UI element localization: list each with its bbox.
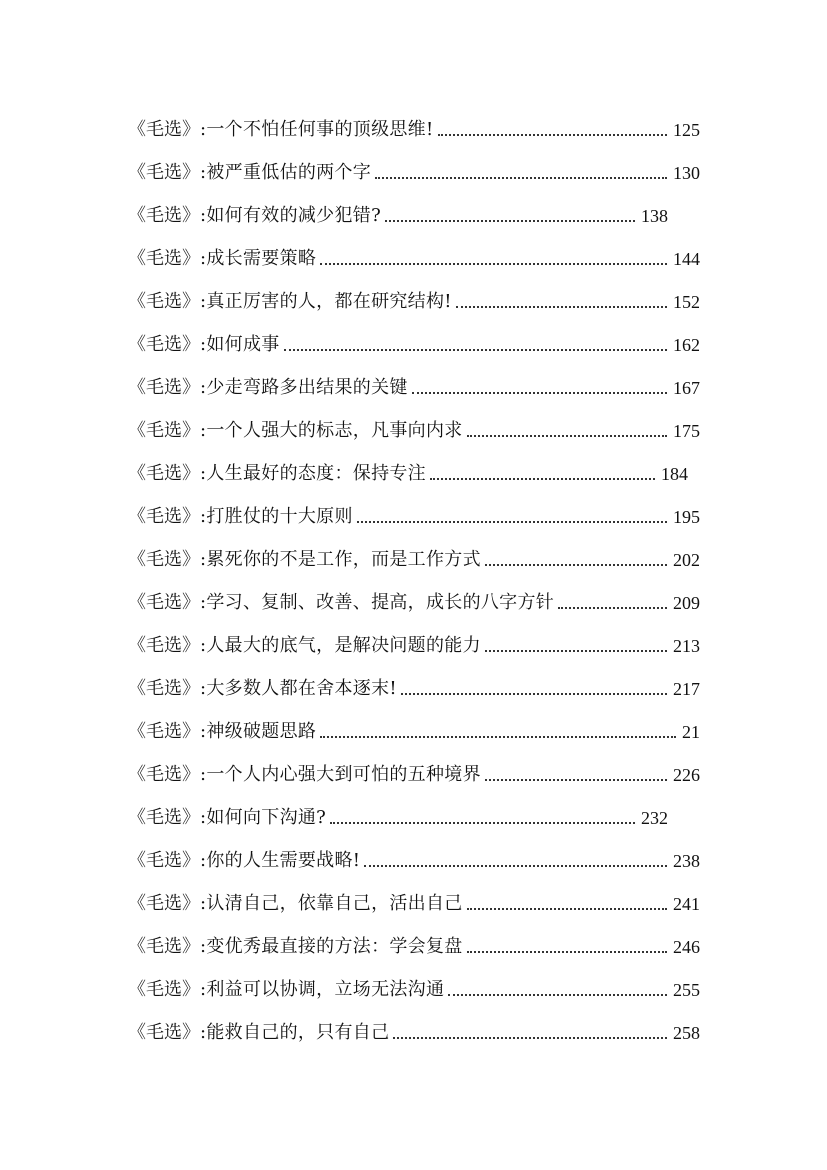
toc-title: :少走弯路多出结果的关键 (200, 376, 408, 398)
dot-leader (485, 551, 667, 569)
toc-title: :利益可以协调，立场无法沟通 (200, 978, 445, 1000)
toc-series: 《毛选》 (128, 376, 200, 398)
toc-entry (128, 237, 700, 280)
toc-entry (128, 409, 700, 452)
toc-entry (128, 882, 700, 925)
toc-series: 《毛选》 (128, 935, 200, 957)
toc-series: 《毛选》 (128, 763, 200, 785)
toc-title: :累死你的不是工作，而是工作方式 (200, 548, 481, 570)
toc-title: :如何向下沟通? (200, 806, 327, 828)
toc-title: :真正厉害的人，都在研究结构! (200, 290, 452, 312)
toc-series: 《毛选》 (128, 462, 200, 484)
toc-entry (128, 1011, 700, 1054)
toc-series: 《毛选》 (128, 161, 200, 183)
toc-entry (128, 108, 700, 151)
dot-leader (448, 981, 667, 999)
dot-leader (467, 938, 667, 956)
toc-page-number: 144 (673, 248, 700, 269)
toc-page-number: 209 (673, 592, 700, 613)
toc-series: 《毛选》 (128, 591, 200, 613)
toc-series: 《毛选》 (128, 419, 200, 441)
toc-entry (128, 280, 700, 323)
toc-title: :被严重低估的两个字 (200, 161, 372, 183)
toc-page-number: 226 (673, 764, 700, 785)
toc-title: :变优秀最直接的方法：学会复盘 (200, 935, 463, 957)
toc-title: :打胜仗的十大原则 (200, 505, 353, 527)
toc-page-number: 232 (641, 807, 668, 828)
dot-leader (485, 637, 667, 655)
toc-entry (128, 194, 668, 237)
toc-entry (128, 753, 700, 796)
toc-page-number: 213 (673, 635, 700, 656)
toc-series: 《毛选》 (128, 720, 200, 742)
table-of-contents (128, 108, 700, 1054)
toc-page-number: 255 (673, 979, 700, 1000)
toc-entry (128, 581, 700, 624)
toc-series: 《毛选》 (128, 849, 200, 871)
toc-entry (128, 323, 700, 366)
dot-leader (330, 809, 635, 827)
toc-entry (128, 151, 700, 194)
dot-leader (485, 766, 667, 784)
toc-title: :一个不怕任何事的顶级思维! (200, 118, 434, 140)
toc-entry (128, 710, 700, 753)
toc-page-number: 162 (673, 334, 700, 355)
toc-page-number: 217 (673, 678, 700, 699)
dot-leader (284, 336, 667, 354)
toc-title: :神级破题思路 (200, 720, 317, 742)
toc-series: 《毛选》 (128, 978, 200, 1000)
dot-leader (385, 207, 635, 225)
toc-entry (128, 624, 700, 667)
dot-leader (320, 250, 667, 268)
toc-title: :如何有效的减少犯错? (200, 204, 382, 226)
dot-leader (364, 852, 667, 870)
toc-page-number: 184 (661, 463, 688, 484)
toc-entry (128, 452, 688, 495)
toc-page-number: 125 (673, 119, 700, 140)
toc-title: :成长需要策略 (200, 247, 317, 269)
toc-entry (128, 538, 700, 581)
toc-entry (128, 796, 668, 839)
toc-entry (128, 968, 700, 1011)
toc-entry (128, 495, 700, 538)
dot-leader (375, 164, 667, 182)
toc-page-number: 258 (673, 1022, 700, 1043)
dot-leader (467, 895, 667, 913)
toc-page-number: 21 (682, 721, 700, 742)
toc-page-number: 195 (673, 506, 700, 527)
dot-leader (357, 508, 667, 526)
toc-series: 《毛选》 (128, 1021, 200, 1043)
toc-page-number: 167 (673, 377, 700, 398)
toc-page-number: 175 (673, 420, 700, 441)
toc-entry (128, 925, 700, 968)
toc-title: :如何成事 (200, 333, 280, 355)
toc-page-number: 241 (673, 893, 700, 914)
toc-title: :人生最好的态度：保持专注 (200, 462, 426, 484)
toc-series: 《毛选》 (128, 677, 200, 699)
toc-page-number: 246 (673, 936, 700, 957)
toc-page-number: 152 (673, 291, 700, 312)
dot-leader (438, 121, 668, 139)
toc-title: :大多数人都在舍本逐末! (200, 677, 397, 699)
toc-series: 《毛选》 (128, 247, 200, 269)
toc-title: :一个人内心强大到可怕的五种境界 (200, 763, 481, 785)
toc-series: 《毛选》 (128, 892, 200, 914)
toc-entry (128, 667, 700, 710)
dot-leader (558, 594, 667, 612)
toc-series: 《毛选》 (128, 118, 200, 140)
toc-title: :能救自己的，只有自己 (200, 1021, 390, 1043)
toc-title: :一个人强大的标志，凡事向内求 (200, 419, 463, 441)
dot-leader (456, 293, 667, 311)
dot-leader (320, 723, 676, 741)
dot-leader (467, 422, 667, 440)
dot-leader (393, 1024, 667, 1042)
toc-page-number: 130 (673, 162, 700, 183)
dot-leader (412, 379, 667, 397)
toc-title: :人最大的底气，是解决问题的能力 (200, 634, 481, 656)
toc-series: 《毛选》 (128, 204, 200, 226)
toc-title: :学习、复制、改善、提高，成长的八字方针 (200, 591, 555, 613)
toc-title: :认清自己，依靠自己，活出自己 (200, 892, 463, 914)
toc-series: 《毛选》 (128, 548, 200, 570)
toc-series: 《毛选》 (128, 634, 200, 656)
toc-series: 《毛选》 (128, 505, 200, 527)
toc-entry (128, 839, 700, 882)
toc-page-number: 238 (673, 850, 700, 871)
toc-series: 《毛选》 (128, 806, 200, 828)
dot-leader (430, 465, 655, 483)
toc-series: 《毛选》 (128, 290, 200, 312)
toc-series: 《毛选》 (128, 333, 200, 355)
dot-leader (401, 680, 667, 698)
toc-page-number: 138 (641, 205, 668, 226)
toc-entry (128, 366, 700, 409)
toc-page-number: 202 (673, 549, 700, 570)
toc-title: :你的人生需要战略! (200, 849, 361, 871)
